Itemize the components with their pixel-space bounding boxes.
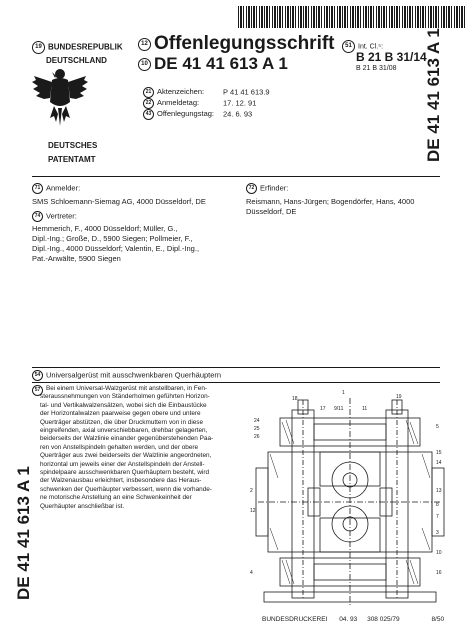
inid-code: 22 bbox=[143, 98, 154, 109]
invention-title: Universalgerüst mit ausschwenkbaren Querhäuptern bbox=[46, 370, 222, 380]
int-cl-label: Int. Cl.⁵: bbox=[358, 43, 384, 51]
field-value: P 41 41 613.9 bbox=[223, 87, 270, 97]
abstract-line: spindelpaare ausschwenkbaren Querhäuptern besteht, wird bbox=[40, 469, 210, 477]
inid-code: 12 bbox=[138, 38, 151, 51]
inventor-label: Erfinder: bbox=[260, 183, 289, 193]
inid-code: 54 bbox=[32, 370, 43, 381]
divider bbox=[32, 382, 440, 383]
field-value: 17. 12. 91 bbox=[223, 98, 257, 108]
bibliographic-fields bbox=[143, 87, 270, 120]
field-label: Anmeldetag: bbox=[157, 98, 200, 108]
representative-line: Pat.-Anwälte, 5900 Siegen bbox=[32, 254, 121, 263]
applicant-value: SMS Schloemann-Siemag AG, 4000 Düsseldorf, DE bbox=[32, 197, 206, 206]
abstract-line: eingreifenden, axial unverschiebbaren, drehbar gelagerten, bbox=[40, 427, 208, 435]
figure-label: 5 bbox=[436, 424, 439, 430]
footer-printer: BUNDESDRUCKEREI bbox=[262, 616, 328, 623]
field-label: Offenlegungstag: bbox=[157, 109, 214, 119]
figure-label: 15 bbox=[436, 450, 442, 456]
figure-label: 17 bbox=[320, 406, 326, 412]
footer-date: 04. 93 bbox=[339, 616, 358, 623]
figure-label: 24 bbox=[254, 418, 260, 424]
inid-code: 71 bbox=[32, 183, 43, 194]
applicant-label: Anmelder: bbox=[46, 183, 81, 193]
divider bbox=[32, 367, 440, 368]
doc-type-row bbox=[138, 33, 335, 55]
representative-line: Hemmerich, F., 4000 Düsseldorf; Müller, G., bbox=[32, 224, 178, 233]
country-line1: BUNDESREPUBLIK bbox=[48, 42, 123, 52]
inid-code: 74 bbox=[32, 211, 43, 222]
field-row bbox=[143, 87, 270, 98]
figure-label: 25 bbox=[254, 426, 260, 432]
figure-label: 16 bbox=[436, 570, 442, 576]
footer bbox=[262, 616, 444, 623]
side-doc-number-bottom: DE 41 41 613 A 1 bbox=[14, 466, 33, 600]
abstract-line: steraussnehmungen von Ständerholmen geführten Horizon- bbox=[40, 393, 210, 401]
abstract-line: ren von Anstellspindeln gehalten werden, und der obere bbox=[40, 443, 199, 451]
figure-label: 8 bbox=[436, 502, 439, 508]
representative-label-row bbox=[32, 211, 237, 222]
side-doc-number-top: DE 41 41 613 A 1 bbox=[424, 28, 443, 162]
figure-label: 1 bbox=[342, 390, 345, 396]
inventor-block bbox=[246, 183, 441, 217]
doc-type: Offenlegungsschrift bbox=[154, 33, 335, 54]
abstract-line: Querträger abstützen, die über Druckmuttern von in diese bbox=[40, 418, 204, 426]
footer-code: 308 025/79 bbox=[367, 616, 400, 623]
field-label: Aktenzeichen: bbox=[157, 87, 205, 97]
inventor-label-row bbox=[246, 183, 441, 194]
applicant-block bbox=[32, 183, 227, 207]
abstract-line: der Walzenausbau erleichtert, insbesondere das Heraus- bbox=[40, 477, 202, 485]
abstract-line: beiderseits der Walzlinie einander gegenüberstehenden Paa- bbox=[40, 435, 214, 443]
figure-label: 19 bbox=[396, 394, 402, 400]
abstract-line: schwenken der Querhäupter verbessert, wenn die vorhande- bbox=[40, 485, 212, 493]
figure-label: 11 bbox=[362, 406, 368, 412]
abstract-line: der Horizontalwalzen paarweise gegen obere und untere bbox=[40, 410, 201, 418]
figure-label: 10 bbox=[436, 550, 442, 556]
inid-code: 10 bbox=[138, 58, 151, 71]
abstract-line: ne motorische Anstellung an eine Schwenkeinheit der bbox=[40, 494, 192, 502]
footer-page: 8/50 bbox=[431, 616, 445, 623]
office-line2: PATENTAMT bbox=[48, 155, 96, 164]
representative-line: Dipl.-Ing., 4000 Düsseldorf; Valentin, E., Dipl.-Ing., bbox=[32, 244, 200, 253]
federal-eagle-emblem bbox=[30, 66, 90, 128]
inid-code: 72 bbox=[246, 183, 257, 194]
inid-code: 51 bbox=[342, 40, 355, 53]
abstract-line: horizontal um jeweils einer der Anstellspindeln der Anstell- bbox=[40, 460, 205, 468]
abstract-line: Bei einem Universal-Walzgerüst mit anstellbaren, in Fen- bbox=[46, 385, 208, 392]
figure-label: 14 bbox=[436, 460, 442, 466]
figure-label: 4 bbox=[250, 570, 253, 576]
country-line2: DEUTSCHLAND bbox=[46, 56, 107, 65]
inid-code: 57 bbox=[32, 385, 43, 396]
int-cl-sub: B 21 B 31/08 bbox=[356, 65, 397, 72]
figure-label: 18 bbox=[292, 396, 298, 402]
figure-label: 3 bbox=[436, 530, 439, 536]
inid-code: 19 bbox=[32, 41, 45, 54]
representative-line: Dipl.-Ing.; Große, D., 5900 Siegen; Pollmeier, F., bbox=[32, 234, 193, 243]
figure-label: 13 bbox=[436, 488, 442, 494]
divider bbox=[32, 176, 440, 177]
inventor-line: Reismann, Hans-Jürgen; Bogendörfer, Hans, 4000 bbox=[246, 197, 415, 206]
figure-label: 7 bbox=[436, 514, 439, 520]
abstract-block bbox=[32, 385, 242, 511]
representative-label: Vertreter: bbox=[46, 211, 77, 221]
title-row bbox=[32, 370, 221, 381]
representative-block bbox=[32, 211, 237, 264]
inventor-line: Düsseldorf, DE bbox=[246, 207, 297, 216]
inid-code: 43 bbox=[143, 109, 154, 120]
figure-label: 12 bbox=[250, 508, 256, 514]
abstract-line: tal- und Vertikalwalzensätzen, wobei sich die Einbaustücke bbox=[40, 401, 207, 409]
barcode bbox=[238, 6, 466, 28]
field-row bbox=[143, 109, 270, 120]
figure-label: 9/11 bbox=[334, 406, 344, 412]
figure-label: 26 bbox=[254, 434, 260, 440]
doc-number: DE 41 41 613 A 1 bbox=[154, 54, 288, 73]
field-row bbox=[143, 98, 270, 109]
inid-code: 21 bbox=[143, 87, 154, 98]
figure-label: 2 bbox=[250, 488, 253, 494]
technical-drawing bbox=[250, 388, 450, 610]
country-block bbox=[32, 41, 123, 54]
doc-number-row bbox=[138, 54, 288, 74]
abstract-line: Querträger aus zwei beiderseits der Walzlinie angeordneten, bbox=[40, 452, 212, 460]
field-value: 24. 6. 93 bbox=[223, 109, 253, 119]
applicant-label-row bbox=[32, 183, 227, 194]
office-line1: DEUTSCHES bbox=[48, 141, 98, 150]
abstract-line: Querhäupter anschließbar ist. bbox=[40, 502, 125, 510]
int-cl-main: B 21 B 31/14 bbox=[356, 50, 427, 64]
